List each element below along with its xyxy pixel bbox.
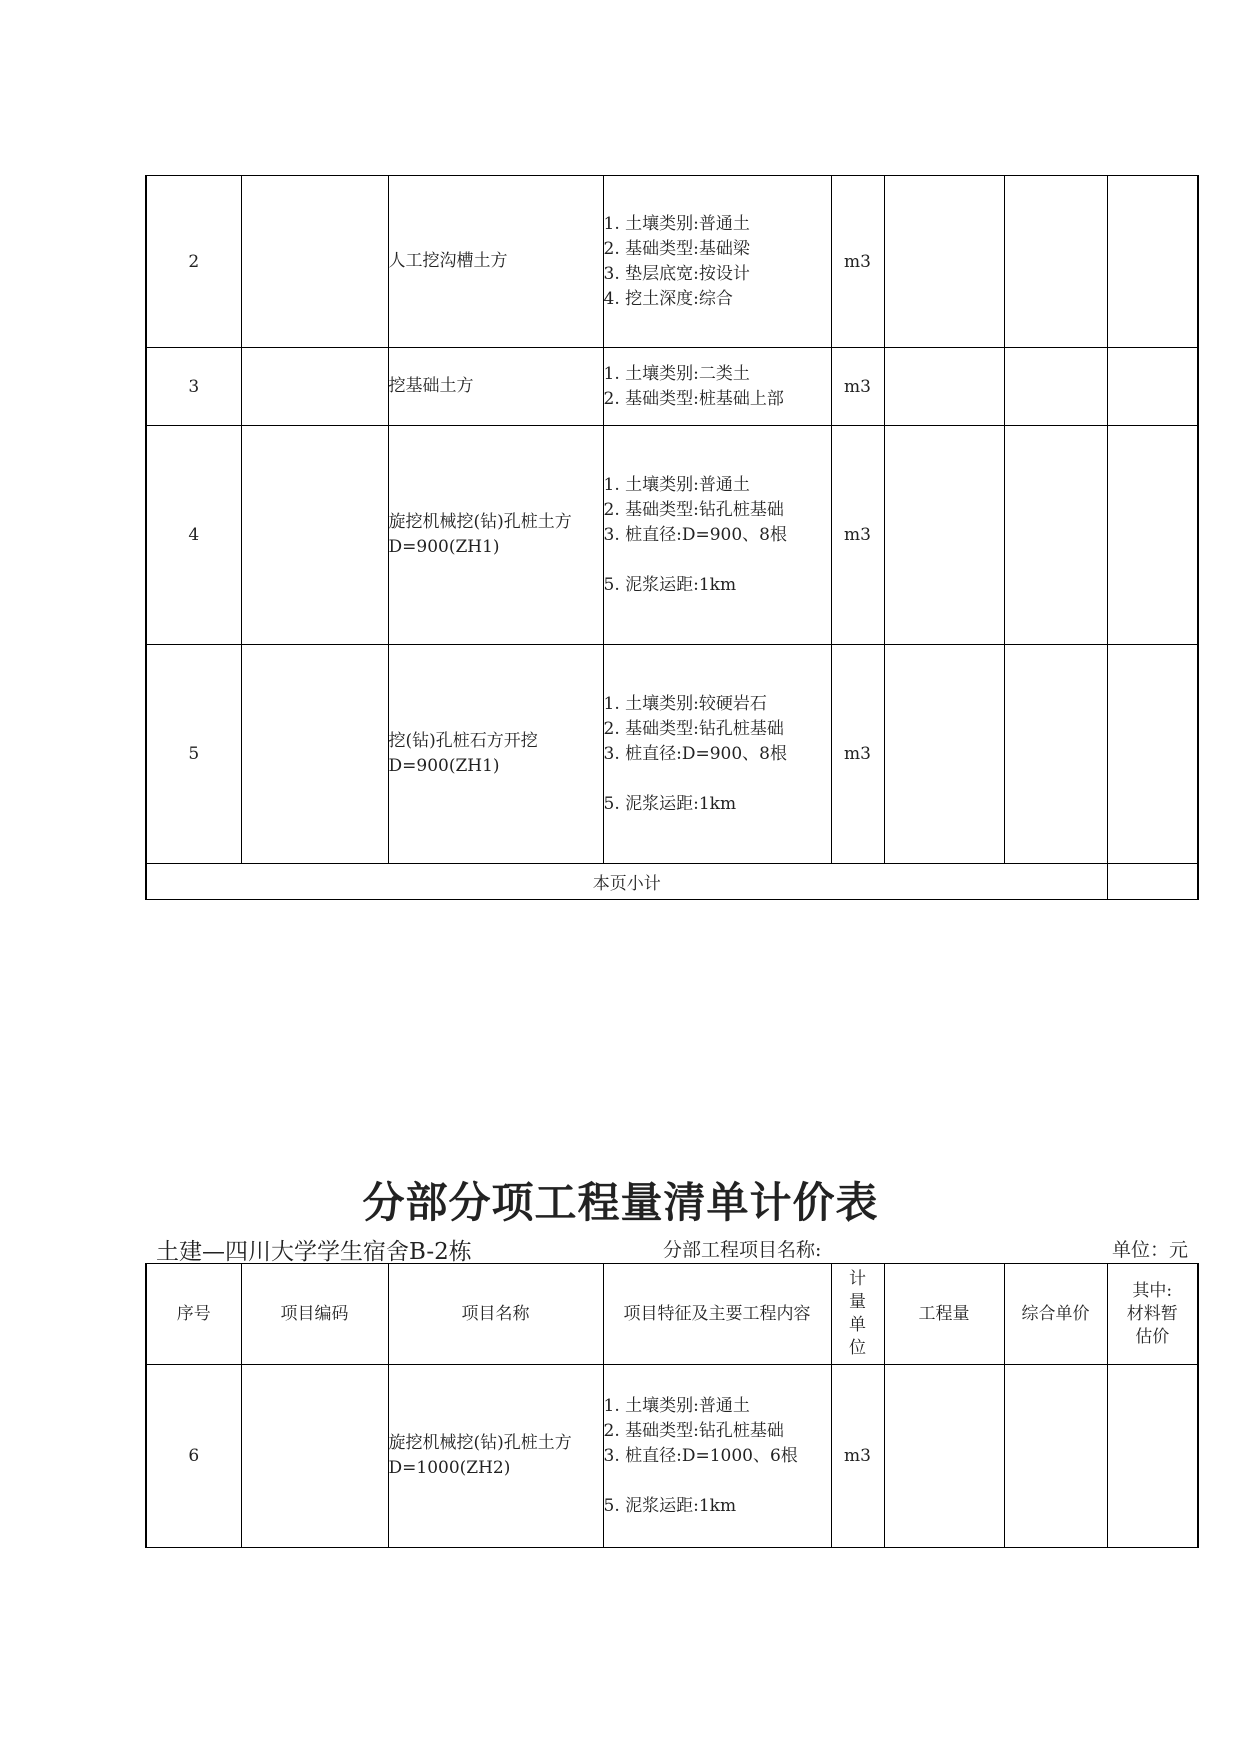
subtotal-row xyxy=(146,864,1198,900)
cell-no: 3 xyxy=(146,348,241,426)
cell-code xyxy=(241,645,388,864)
bill-table xyxy=(145,1263,1199,1548)
cell-qty xyxy=(884,348,1004,426)
cell-price xyxy=(1004,426,1107,645)
header-no: 序号 xyxy=(146,1264,241,1365)
feature-line xyxy=(604,1469,831,1494)
cell-unit: m3 xyxy=(831,426,884,645)
cell-material xyxy=(1107,1365,1198,1548)
cell-no: 4 xyxy=(146,426,241,645)
feature-line: 2. 基础类型:桩基础上部 xyxy=(603,388,784,409)
cell-no: 5 xyxy=(146,645,241,864)
feature-line: 2. 基础类型:基础梁 xyxy=(603,238,750,259)
cell-price xyxy=(1004,1365,1107,1548)
cell-qty xyxy=(884,426,1004,645)
feature-line: 3. 桩直径:D=1000、6根 xyxy=(603,1445,798,1466)
cell-qty xyxy=(884,1365,1004,1548)
cell-features xyxy=(603,426,831,645)
feature-line: 3. 桩直径:D=900、8根 xyxy=(603,743,787,764)
cell-unit: m3 xyxy=(831,645,884,864)
cell-price xyxy=(1004,176,1107,348)
cell-features xyxy=(603,348,831,426)
cell-unit: m3 xyxy=(831,1365,884,1548)
header-price: 综合单价 xyxy=(1004,1264,1107,1365)
feature-line: 5. 泥浆运距:1km xyxy=(603,793,737,814)
cell-price xyxy=(1004,645,1107,864)
cell-material xyxy=(1107,176,1198,348)
cell-code xyxy=(241,426,388,645)
subtotal-value xyxy=(1107,864,1198,900)
cell-code xyxy=(241,348,388,426)
feature-line: 1. 土壤类别:普通土 xyxy=(603,213,750,234)
table-row xyxy=(146,348,1198,426)
feature-line: 3. 垫层底宽:按设计 xyxy=(603,263,750,284)
feature-line: 2. 基础类型:钻孔桩基础 xyxy=(603,1420,784,1441)
feature-line: 4. 挖土深度:综合 xyxy=(603,288,733,309)
page-title: 分部分项工程量清单计价表 xyxy=(362,1178,879,1227)
table-body xyxy=(146,176,1198,900)
cell-features xyxy=(603,1365,831,1548)
feature-line: 3. 桩直径:D=900、8根 xyxy=(603,524,787,545)
cell-code xyxy=(241,176,388,348)
cell-no: 2 xyxy=(146,176,241,348)
header-unit: 计 量 单 位 xyxy=(831,1264,884,1365)
cell-qty xyxy=(884,176,1004,348)
feature-line: 1. 土壤类别:较硬岩石 xyxy=(603,693,767,714)
header-code: 项目编码 xyxy=(241,1264,388,1365)
cell-features xyxy=(603,176,831,348)
cell-qty xyxy=(884,645,1004,864)
cell-price xyxy=(1004,348,1107,426)
cell-name: 挖(钻)孔桩石方开挖D=900(ZH1) xyxy=(388,645,603,864)
table-row xyxy=(146,426,1198,645)
cell-material xyxy=(1107,645,1198,864)
feature-line: 2. 基础类型:钻孔桩基础 xyxy=(603,718,784,739)
header-name: 项目名称 xyxy=(388,1264,603,1365)
feature-line: 5. 泥浆运距:1km xyxy=(603,574,737,595)
header-features: 项目特征及主要工程内容 xyxy=(603,1264,831,1365)
cell-unit: m3 xyxy=(831,348,884,426)
project-name: 土建—四川大学学生宿舍B-2栋 xyxy=(156,1239,472,1265)
unit-label: 单位：元 xyxy=(1112,1239,1189,1261)
cell-name: 旋挖机械挖(钻)孔桩土方D=900(ZH1) xyxy=(388,426,603,645)
cell-name: 人工挖沟槽土方 xyxy=(388,176,603,348)
header-qty: 工程量 xyxy=(884,1264,1004,1365)
table-header-row xyxy=(146,1264,1198,1365)
cell-name: 旋挖机械挖(钻)孔桩土方D=1000(ZH2) xyxy=(388,1365,603,1548)
bill-table-continued xyxy=(145,175,1199,900)
header-material: 其中: 材料暂 估价 xyxy=(1107,1264,1198,1365)
cell-code xyxy=(241,1365,388,1548)
feature-line xyxy=(604,767,831,792)
cell-name: 挖基础土方 xyxy=(388,348,603,426)
cell-unit: m3 xyxy=(831,176,884,348)
table-row xyxy=(146,176,1198,348)
feature-line: 1. 土壤类别:普通土 xyxy=(603,1395,750,1416)
cell-no: 6 xyxy=(146,1365,241,1548)
cell-material xyxy=(1107,426,1198,645)
cell-features xyxy=(603,645,831,864)
feature-line: 5. 泥浆运距:1km xyxy=(603,1495,737,1516)
feature-line: 1. 土壤类别:普通土 xyxy=(603,474,750,495)
table-row xyxy=(146,1365,1198,1548)
cell-material xyxy=(1107,348,1198,426)
division-label: 分部工程项目名称: xyxy=(663,1239,822,1261)
feature-line xyxy=(604,548,831,573)
feature-line: 2. 基础类型:钻孔桩基础 xyxy=(603,499,784,520)
subtotal-label: 本页小计 xyxy=(146,864,1107,900)
feature-line: 1. 土壤类别:二类土 xyxy=(603,363,750,384)
table-row xyxy=(146,645,1198,864)
